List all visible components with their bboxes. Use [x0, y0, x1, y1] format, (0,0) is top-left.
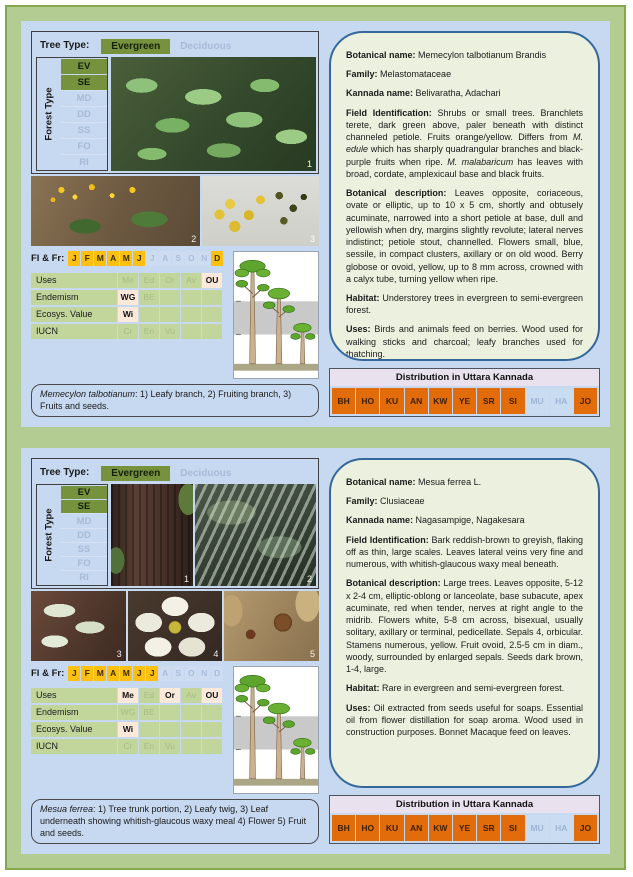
forest-type-codes — [61, 485, 107, 585]
attribute-cell-be[interactable]: BE — [139, 290, 159, 305]
field-label: Family: — [346, 496, 378, 507]
distribution-cells — [330, 813, 599, 843]
attribute-cell-ou[interactable]: OU — [202, 688, 222, 703]
distribution-ku[interactable]: KU — [380, 815, 403, 841]
photo-row — [31, 176, 319, 246]
attribute-row — [31, 273, 228, 288]
attribute-cell-empty[interactable] — [181, 739, 201, 754]
caption-box — [31, 384, 319, 417]
attribute-cell-en[interactable]: En — [139, 739, 159, 754]
photo-number: 2 — [306, 573, 312, 584]
month-5[interactable]: M — [120, 666, 132, 681]
forest-type-md[interactable]: MD — [61, 90, 107, 106]
identification-box — [31, 31, 319, 174]
field-text: Nagasampige, Nagakesara — [415, 515, 525, 526]
main-photos — [111, 57, 316, 171]
attribute-cell-empty[interactable] — [160, 722, 180, 737]
phenology-and-attributes — [31, 666, 319, 794]
distribution-sr[interactable]: SR — [477, 388, 500, 414]
description-box — [329, 31, 600, 361]
tree-type-row — [32, 32, 318, 57]
description-paragraph — [346, 68, 583, 80]
distribution-ho[interactable]: HO — [356, 388, 379, 414]
attribute-cell-empty[interactable] — [202, 705, 222, 720]
attribute-label: Ecosys. Value — [31, 722, 117, 737]
description-paragraph — [346, 87, 583, 99]
distribution-ye[interactable]: YE — [453, 388, 476, 414]
distribution-kw[interactable]: KW — [429, 815, 452, 841]
attribute-cell-empty[interactable] — [181, 290, 201, 305]
attribute-label: IUCN — [31, 324, 117, 339]
attribute-label: Uses — [31, 273, 117, 288]
attribute-cell-or[interactable]: Or — [160, 273, 180, 288]
phenology-months — [68, 251, 223, 266]
description-paragraph — [346, 495, 583, 507]
month-10[interactable]: O — [185, 666, 197, 681]
attribute-cell-me[interactable]: Me — [118, 273, 138, 288]
tree-habit-sketch-illustration — [233, 251, 319, 379]
phenology-label: Fl & Fr: — [31, 252, 65, 264]
attribute-cell-empty[interactable] — [139, 722, 159, 737]
attribute-cell-ed[interactable]: Ed — [139, 273, 159, 288]
photo-number: 4 — [213, 648, 219, 659]
distribution-cells — [330, 386, 599, 416]
description-paragraph — [346, 682, 583, 694]
forest-type-strip — [37, 485, 61, 585]
photo-leaf-underside[interactable] — [31, 591, 126, 661]
photo-number: 2 — [191, 233, 197, 244]
photo-number: 3 — [116, 648, 122, 659]
field-text: Shrubs or small trees. Branchlets terete, dark green above, paler beneath with distinct channeled petiole. Fruits orange/yellow. Differs from — [346, 107, 584, 143]
attribute-cell-empty[interactable] — [202, 739, 222, 754]
forest-type-fo[interactable]: FO — [61, 556, 107, 570]
tree-type-options — [101, 463, 241, 481]
attribute-cell-empty[interactable] — [181, 722, 201, 737]
month-5[interactable]: M — [120, 251, 132, 266]
forest-type-dd[interactable]: DD — [61, 106, 107, 122]
month-3[interactable]: M — [94, 666, 106, 681]
field-text: which has sharply quadrangular branches and black-purple fruits when ripe. — [346, 144, 583, 167]
forest-type-md[interactable]: MD — [61, 513, 107, 527]
month-11[interactable]: N — [198, 666, 210, 681]
field-text: Birds and animals feed on berries. Wood used for walking sticks and charcoal; leafy branches used for thatching. — [346, 324, 583, 359]
forest-type-ri[interactable]: RI — [61, 154, 107, 170]
attribute-cell-vu[interactable]: Vu — [160, 739, 180, 754]
attribute-row — [31, 324, 228, 339]
distribution-sr[interactable]: SR — [477, 815, 500, 841]
field-label: Uses: — [346, 702, 371, 713]
photo-fruits-seeds[interactable] — [202, 176, 319, 246]
attribute-cell-en[interactable]: En — [139, 324, 159, 339]
forest-type-fo[interactable]: FO — [61, 138, 107, 154]
distribution-si[interactable]: SI — [501, 815, 524, 841]
month-12[interactable]: D — [211, 251, 223, 266]
forest-type-ss[interactable]: SS — [61, 122, 107, 138]
attribute-label: IUCN — [31, 739, 117, 754]
description-paragraph — [346, 107, 583, 180]
distribution-ho[interactable]: HO — [356, 815, 379, 841]
attribute-cell-empty[interactable] — [181, 307, 201, 322]
attribute-cell-empty[interactable] — [181, 324, 201, 339]
attributes-table — [31, 688, 228, 754]
attribute-cell-wi[interactable]: Wi — [118, 307, 138, 322]
month-8[interactable]: A — [159, 251, 171, 266]
distribution-ku[interactable]: KU — [380, 388, 403, 414]
description-paragraph — [346, 577, 583, 675]
distribution-mu[interactable]: MU — [526, 388, 549, 414]
month-1[interactable]: J — [68, 251, 80, 266]
attribute-cell-ed[interactable]: Ed — [139, 688, 159, 703]
identification-body — [32, 484, 318, 588]
attribute-cell-empty[interactable] — [202, 307, 222, 322]
tree-type-option-deciduous[interactable]: Deciduous — [180, 468, 232, 479]
distribution-ha[interactable]: HA — [550, 815, 573, 841]
distribution-section — [329, 368, 600, 417]
identification-body — [32, 57, 318, 173]
field-label: Habitat: — [346, 683, 380, 694]
forest-type-label: Forest Type — [43, 87, 55, 141]
attribute-row — [31, 290, 228, 305]
description-box — [329, 458, 600, 788]
distribution-an[interactable]: AN — [405, 388, 428, 414]
field-label: Field Identification: — [346, 107, 432, 118]
description-paragraph — [346, 49, 583, 61]
attribute-cell-cr[interactable]: Cr — [118, 739, 138, 754]
phenology-months — [68, 666, 223, 681]
forest-type-codes — [61, 58, 107, 170]
attribute-cell-empty[interactable] — [160, 307, 180, 322]
field-text: has leaves with broad, cordate, amplexicaul base and black fruits. — [346, 156, 584, 179]
attribute-label: Endemism — [31, 705, 117, 720]
attribute-cell-cr[interactable]: Cr — [118, 324, 138, 339]
field-label: Uses: — [346, 324, 371, 335]
month-2[interactable]: F — [81, 666, 93, 681]
distribution-ha[interactable]: HA — [550, 388, 573, 414]
attribute-row — [31, 307, 228, 322]
description-paragraph — [346, 476, 583, 488]
attribute-label: Ecosys. Value — [31, 307, 117, 322]
photo-fruit-seeds[interactable] — [224, 591, 319, 661]
phenology-attributes-column — [31, 251, 228, 379]
forest-type-box — [36, 57, 108, 171]
left-column — [31, 31, 319, 417]
attribute-row — [31, 739, 228, 754]
description-paragraph — [346, 292, 583, 316]
field-label: Field Identification: — [346, 534, 429, 545]
field-text: M. edule — [346, 132, 583, 155]
attribute-cell-empty[interactable] — [139, 307, 159, 322]
distribution-bh[interactable]: BH — [332, 815, 355, 841]
distribution-section — [329, 795, 600, 844]
photo-flower[interactable] — [128, 591, 223, 661]
attribute-label: Endemism — [31, 290, 117, 305]
tree-type-options — [101, 36, 241, 54]
field-label: Family: — [346, 69, 378, 80]
field-text: M. malabaricum — [447, 156, 514, 167]
month-11[interactable]: N — [198, 251, 210, 266]
main-photos — [111, 484, 316, 586]
forest-type-ss[interactable]: SS — [61, 542, 107, 556]
photo-tree-trunk[interactable] — [111, 484, 193, 586]
tree-type-option-deciduous[interactable]: Deciduous — [180, 41, 232, 52]
tree-type-option-evergreen[interactable]: Evergreen — [101, 39, 170, 54]
field-label: Botanical description: — [346, 578, 441, 589]
attribute-row — [31, 688, 228, 703]
attribute-cell-av[interactable]: Av — [181, 273, 201, 288]
phenology-row — [31, 251, 228, 266]
month-12[interactable]: D — [211, 666, 223, 681]
attribute-cell-empty[interactable] — [202, 722, 222, 737]
phenology-attributes-column — [31, 666, 228, 794]
photo-number: 3 — [309, 233, 315, 244]
photo-number: 1 — [183, 573, 189, 584]
description-paragraph — [346, 514, 583, 526]
field-text: Leaves opposite, coriaceous, ovate or elliptic, up to 10 x 5 cm, shortly and obtusely acuminate, narrowed into a short petiole at base, dull and yellowish when dry, margins slightly revolute; lateral nerves indistinct; petiole stout, channelled. Flowers small, blue, sessile, in compact clusters, axillary or on old wood. Berry globose or ovoid, yellow, up to 8 mm across, crowned with a calyx tube, turning yellow when ripe. — [346, 188, 584, 284]
distribution-title: Distribution in Uttara Kannada — [330, 796, 599, 813]
species-panel — [21, 448, 610, 854]
forest-type-ri[interactable]: RI — [61, 570, 107, 584]
month-4[interactable]: A — [107, 666, 119, 681]
phenology-and-attributes — [31, 251, 319, 379]
forest-type-se[interactable]: SE — [61, 74, 107, 90]
photo-number: 1 — [306, 158, 312, 169]
forest-type-label: Forest Type — [43, 508, 55, 562]
tree-type-row — [32, 459, 318, 484]
attribute-cell-vu[interactable]: Vu — [160, 324, 180, 339]
forest-type-strip — [37, 58, 61, 170]
attribute-cell-av[interactable]: Av — [181, 688, 201, 703]
species-panel — [21, 21, 610, 427]
caption-text: Memecylon talbotianum — [40, 388, 136, 399]
tree-type-label: Tree Type: — [40, 39, 90, 51]
field-label: Kannada name: — [346, 88, 414, 99]
distribution-ye[interactable]: YE — [453, 815, 476, 841]
distribution-bh[interactable]: BH — [332, 388, 355, 414]
attributes-table — [31, 273, 228, 339]
month-10[interactable]: O — [185, 251, 197, 266]
month-6[interactable]: J — [133, 666, 145, 681]
attribute-cell-ou[interactable]: OU — [202, 273, 222, 288]
photo-number: 5 — [310, 648, 316, 659]
field-text: Clusiaceae — [380, 496, 425, 507]
month-6[interactable]: J — [133, 251, 145, 266]
tree-type-label: Tree Type: — [40, 466, 90, 478]
attribute-label: Uses — [31, 688, 117, 703]
phenology-row — [31, 666, 228, 681]
field-text: Melastomataceae — [380, 69, 452, 80]
phenology-label: Fl & Fr: — [31, 667, 65, 679]
photo-leafy-twig[interactable] — [195, 484, 316, 586]
field-text: Memecylon talbotianum Brandis — [418, 50, 547, 60]
distribution-jo[interactable]: JO — [574, 388, 597, 414]
right-column — [329, 31, 600, 417]
month-7[interactable]: J — [146, 251, 158, 266]
month-7[interactable]: J — [146, 666, 158, 681]
caption-text: Mesua ferrea — [40, 803, 94, 814]
attribute-cell-or[interactable]: Or — [160, 688, 180, 703]
attribute-cell-me[interactable]: Me — [118, 688, 138, 703]
attribute-cell-wi[interactable]: Wi — [118, 722, 138, 737]
field-text: Belivaratha, Adachari — [415, 88, 501, 99]
field-text: Large trees. Leaves opposite, 5-12 x 2-4 cm, elliptic-oblong or lanceolate, base subacute, apex acuminate, red when tender, nerves at right angle to the midrib. Flowers white, 5-8 cm across, bisexual, usually solitary, axillary or terminal, pedicellate. Sepals 4, orbicular. Stamens numerous, yellow. Fruit ovoid, 2.5-5 cm in diam., woody, surrounded by enlarged sepals. Seeds dark brown, 1-4, large. — [346, 578, 584, 675]
caption-text: : 1) Tree trunk portion, 2) Leafy twig, 3) Leaf underneath showing whitish-glaucous waxy meal 4) Flower 5) Fruit and seeds. — [40, 803, 307, 838]
right-column — [329, 458, 600, 844]
field-text: Mesua ferrea L. — [418, 477, 482, 487]
caption-text: : 1) Leafy branch, 2) Fruiting branch, 3) Fruits and seeds. — [40, 388, 292, 411]
attribute-cell-empty[interactable] — [202, 324, 222, 339]
description-paragraph — [346, 534, 583, 571]
month-2[interactable]: F — [81, 251, 93, 266]
forest-type-ev[interactable]: EV — [61, 485, 107, 499]
attribute-cell-be[interactable]: BE — [139, 705, 159, 720]
forest-type-ev[interactable]: EV — [61, 58, 107, 74]
left-column — [31, 458, 319, 844]
photo-fruiting-branch[interactable] — [31, 176, 200, 246]
forest-type-box — [36, 484, 108, 586]
field-text: Oil extracted from seeds useful for soaps. Essential oil from flower distillation for soap aroma. Wood used in construction purposes. Bonnet Macaque feed on leaves. — [346, 702, 583, 737]
field-label: Botanical name: — [346, 477, 416, 487]
field-text: Rare in evergreen and semi-evergreen forest. — [382, 683, 565, 694]
field-label: Botanical description: — [346, 188, 447, 199]
attribute-row — [31, 705, 228, 720]
month-9[interactable]: S — [172, 251, 184, 266]
photo-leafy-branch[interactable] — [111, 57, 316, 171]
tree-habit-sketch-illustration — [233, 666, 319, 794]
description-paragraph — [346, 187, 583, 285]
page-frame — [5, 5, 626, 870]
description-paragraph — [346, 702, 583, 739]
forest-type-se[interactable]: SE — [61, 499, 107, 513]
field-label: Kannada name: — [346, 515, 414, 526]
month-4[interactable]: A — [107, 251, 119, 266]
month-8[interactable]: A — [159, 666, 171, 681]
distribution-jo[interactable]: JO — [574, 815, 597, 841]
month-1[interactable]: J — [68, 666, 80, 681]
description-paragraph — [346, 323, 583, 360]
attribute-row — [31, 722, 228, 737]
distribution-si[interactable]: SI — [501, 388, 524, 414]
distribution-title: Distribution in Uttara Kannada — [330, 369, 599, 386]
field-label: Habitat: — [346, 292, 380, 303]
attribute-cell-empty[interactable] — [160, 705, 180, 720]
month-9[interactable]: S — [172, 666, 184, 681]
attribute-cell-empty[interactable] — [181, 705, 201, 720]
distribution-kw[interactable]: KW — [429, 388, 452, 414]
caption-box — [31, 799, 319, 844]
field-text: Understorey trees in evergreen to semi-evergreen forest. — [346, 292, 583, 316]
attribute-cell-empty[interactable] — [202, 290, 222, 305]
distribution-mu[interactable]: MU — [526, 815, 549, 841]
distribution-an[interactable]: AN — [405, 815, 428, 841]
field-label: Botanical name: — [346, 50, 416, 60]
identification-box — [31, 458, 319, 589]
attribute-cell-empty[interactable] — [160, 290, 180, 305]
photo-row — [31, 591, 319, 661]
attribute-cell-wg[interactable]: WG — [118, 290, 138, 305]
attribute-cell-wg[interactable]: WG — [118, 705, 138, 720]
month-3[interactable]: M — [94, 251, 106, 266]
tree-type-option-evergreen[interactable]: Evergreen — [101, 466, 170, 481]
forest-type-dd[interactable]: DD — [61, 528, 107, 542]
field-text: Bark reddish-brown to greyish, flaking off as thin, large scales. Leaves lateral veins very fine and numerous, with whitish-glaucous waxy meal beneath. — [346, 534, 583, 570]
